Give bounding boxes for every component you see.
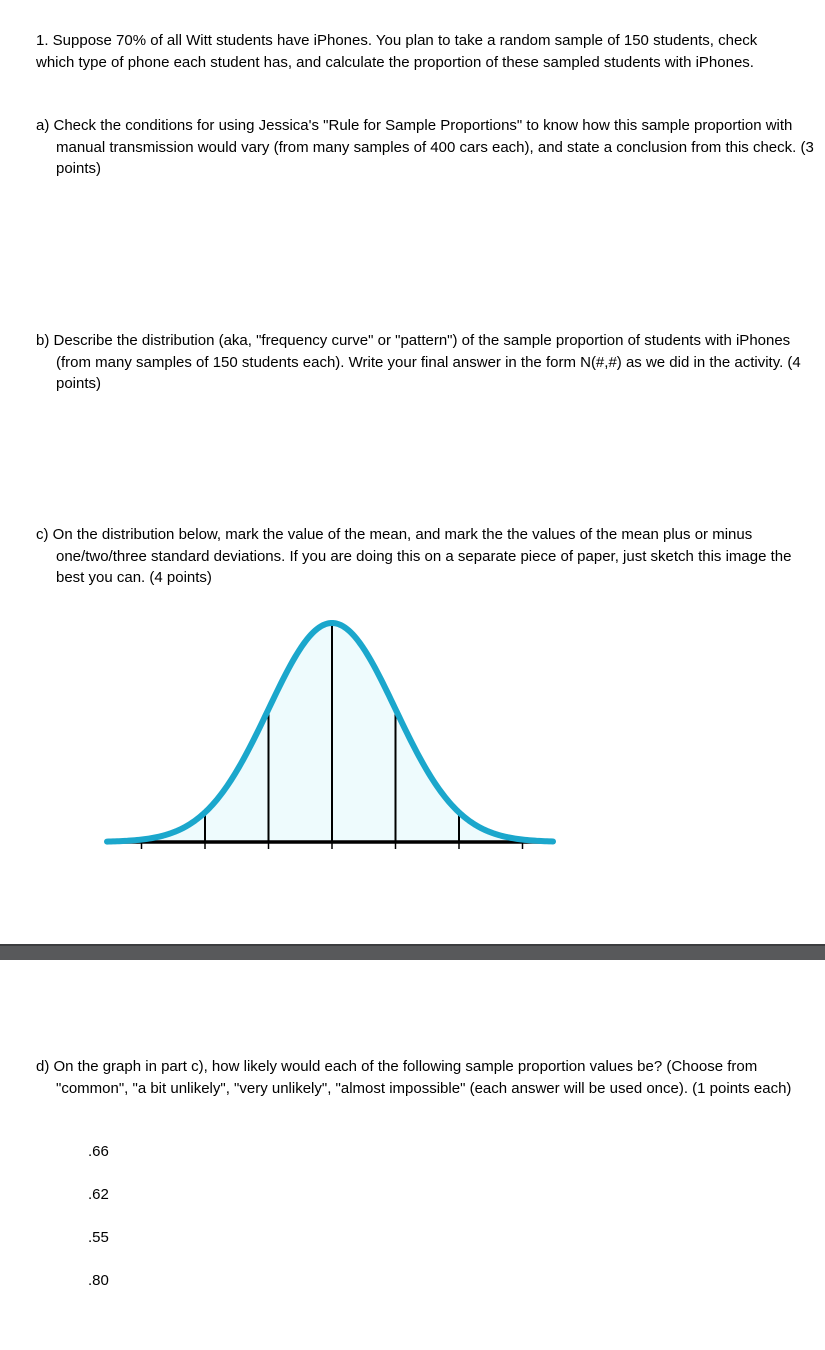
curve-fill — [107, 623, 553, 842]
page-2 — [0, 960, 825, 1350]
choice-value: .62 — [88, 1186, 109, 1203]
question-part-b: b) Describe the distribution (aka, "frequency curve" or "pattern") of the sample proportion of students with iPhones (from many samples of 150 students each). Write your final answer in the form N(#,#) as we did in the activity. (4 points) — [36, 332, 801, 392]
choice-value: .66 — [88, 1143, 109, 1160]
question-part-d: d) On the graph in part c), how likely would each of the following sample proportion values be? (Choose from "common", "a bit unlikely", "very unlikely", "almost impossible" (each answer will be used once). (1 points each) — [36, 1058, 792, 1097]
choice-value: .55 — [88, 1229, 109, 1246]
choice-value: .80 — [88, 1272, 109, 1289]
question-intro: 1. Suppose 70% of all Witt students have iPhones. You plan to take a random sample of 150 students, check which type of phone each student has, and calculate the proportion of these sampled students with iPhones. — [36, 32, 758, 71]
question-part-c: c) On the distribution below, mark the value of the mean, and mark the the values of the mean plus or minus one/two/three standard deviations. If you are doing this on a separate piece of paper, just sketch this image the best you can. (4 points) — [36, 526, 792, 586]
question-part-a: a) Check the conditions for using Jessica's "Rule for Sample Proportions" to know how this sample proportion with manual transmission would vary (from many samples of 400 cars each), and state a conclusion from this check. (3 points) — [36, 117, 814, 177]
normal-curve-graph — [0, 600, 825, 860]
page-separator — [0, 944, 825, 960]
